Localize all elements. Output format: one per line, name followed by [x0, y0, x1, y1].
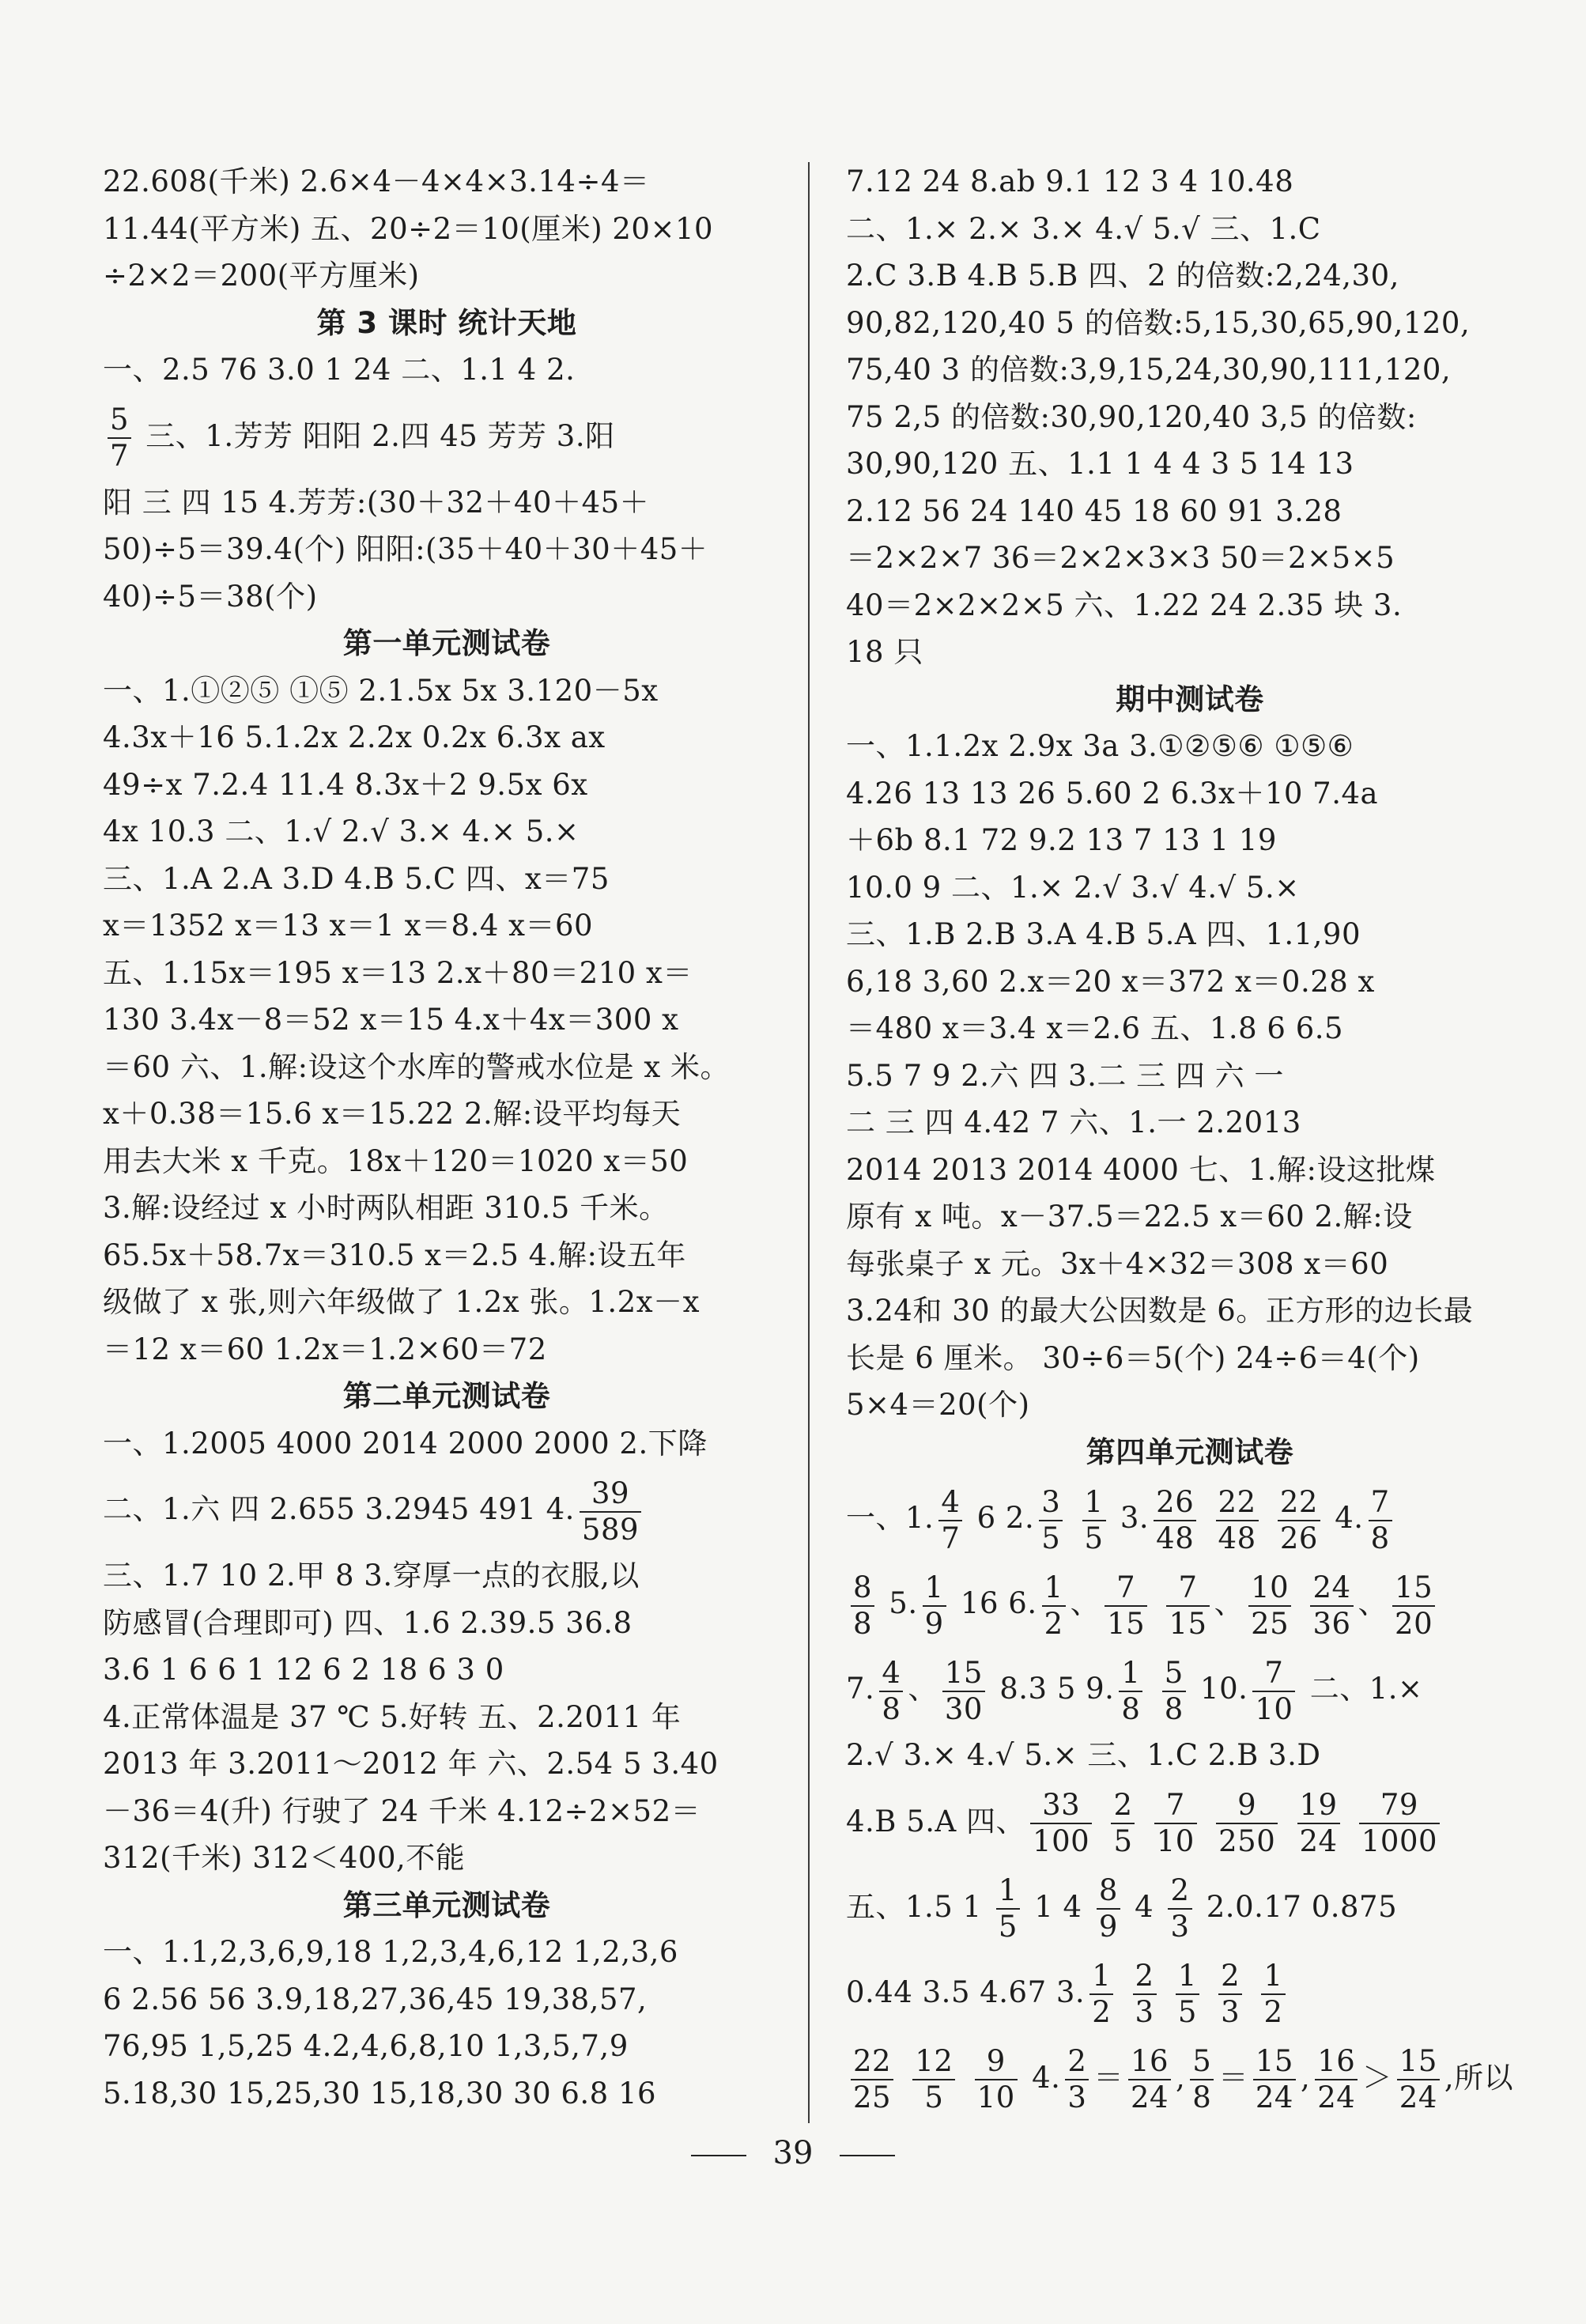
fraction: $\frac{15}{30}$	[942, 1656, 985, 1727]
left-column	[103, 158, 791, 2117]
answer-line: 76,95 1,5,25 4.2,4,6,8,10 1,3,5,7,9	[103, 2029, 629, 2063]
right-column	[846, 158, 1534, 2121]
fraction: $\frac{5}{8}$	[1162, 1656, 1186, 1727]
answer-line: 3.24和 30 的最大公因数是 6。正方形的边长最	[846, 1294, 1474, 1328]
section-heading: 第四单元测试卷	[1086, 1434, 1294, 1469]
answer-line: 原有 x 吨。x－37.5＝22.5 x＝60 2.解:设	[846, 1200, 1413, 1234]
fraction: $\frac{5}{7}$	[108, 402, 131, 474]
answer-line: 2.C 3.B 4.B 5.B 四、2 的倍数:2,24,30,	[846, 259, 1399, 293]
answer-line: 65.5x＋58.7x＝310.5 x＝2.5 4.解:设五年	[103, 1238, 686, 1272]
answer-line: 一、1. $\frac{4}{7}$ 6 2. $\frac{3}{5}$ $\frac{1}{5}$ 3. $\frac{26}{48}$ $\frac{22}{48}$ $\frac{22}{26}$ 4. $\frac{7}{8}$	[846, 1476, 1534, 1561]
answer-line: 二、1.× 2.× 3.× 4.√ 5.√ 三、1.C	[846, 211, 1321, 246]
fraction: $\frac{1}{5}$	[1082, 1485, 1106, 1556]
fraction: $\frac{4}{8}$	[879, 1656, 903, 1727]
answer-line: ÷2×2＝200(平方厘米)	[103, 259, 420, 293]
fraction: $\frac{2}{5}$	[1111, 1788, 1135, 1859]
fraction: $\frac{4}{7}$	[938, 1485, 962, 1556]
section-heading: 第三单元测试卷	[342, 1888, 551, 1922]
fraction: $\frac{7}{15}$	[1166, 1570, 1209, 1642]
answer-line: 防感冒(合理即可) 四、1.6 2.39.5 36.8	[103, 1605, 633, 1640]
answer-line: 2.12 56 24 140 45 18 60 91 3.28	[846, 493, 1342, 528]
answer-line: $\frac{22}{25}$ $\frac{12}{5}$ $\frac{9}{10}$ 4. $\frac{2}{3}$ ＝ $\frac{16}{24}$ , $\frac{5}{8}$ ＝ $\frac{15}{24}$ , $\frac{16}{24}$ ＞ $\frac{15}{24}$ ,所以	[846, 2035, 1534, 2121]
answer-line: 一、2.5 76 3.0 1 24 二、1.1 4 2.	[103, 353, 576, 387]
answer-line: 二、1.六 四 2.655 3.2945 491 4. $\frac{39}{589}$	[103, 1467, 791, 1552]
answer-line: 30,90,120 五、1.1 1 4 4 3 5 14 13	[846, 447, 1354, 481]
answer-line: 2014 2013 2014 4000 七、1.解:设这批煤	[846, 1152, 1436, 1187]
fraction: $\frac{2}{3}$	[1133, 1959, 1157, 2030]
fraction: $\frac{10}{25}$	[1248, 1570, 1291, 1642]
answer-line: 5×4＝20(个)	[846, 1388, 1030, 1422]
fraction: $\frac{1}{2}$	[1042, 1570, 1066, 1642]
fraction: $\frac{19}{24}$	[1297, 1788, 1340, 1859]
answer-line: ＝12 x＝60 1.2x＝1.2×60＝72	[103, 1332, 547, 1366]
answer-line: 每张桌子 x 元。3x＋4×32＝308 x＝60	[846, 1246, 1389, 1281]
answer-line: 50)÷5＝39.4(个) 阳阳:(35＋40＋30＋45＋	[103, 532, 708, 566]
fraction: $\frac{1}{5}$	[1176, 1959, 1199, 2030]
fraction: $\frac{9}{10}$	[975, 2044, 1018, 2115]
page-footer	[0, 2135, 1586, 2171]
answer-line: 11.44(平方米) 五、20÷2＝10(厘米) 20×10	[103, 211, 714, 246]
fraction: $\frac{15}{24}$	[1253, 2044, 1296, 2115]
answer-line: 22.608(千米) 2.6×4－4×4×3.14÷4＝	[103, 164, 650, 198]
fraction: $\frac{22}{25}$	[851, 2044, 893, 2115]
answer-line: 90,82,120,40 5 的倍数:5,15,30,65,90,120,	[846, 305, 1471, 340]
answer-line: 三、1.B 2.B 3.A 4.B 5.A 四、1.1,90	[846, 917, 1361, 951]
answer-line: －36＝4(升) 行驶了 24 千米 4.12÷2×52＝	[103, 1793, 701, 1828]
fraction: $\frac{15}{20}$	[1392, 1570, 1435, 1642]
answer-line: 一、1.1,2,3,6,9,18 1,2,3,4,6,12 1,2,3,6	[103, 1935, 678, 1969]
fraction: $\frac{3}{5}$	[1039, 1485, 1063, 1556]
answer-line: 一、1.①②⑤ ①⑤ 2.1.5x 5x 3.120－5x	[103, 673, 659, 708]
answer-line: 4.正常体温是 37 ℃ 5.好转 五、2.2011 年	[103, 1699, 682, 1734]
footer-dash-right	[840, 2155, 895, 2156]
fraction: $\frac{1}{5}$	[996, 1873, 1020, 1944]
fraction: $\frac{2}{3}$	[1168, 1873, 1191, 1944]
answer-line: 40＝2×2×2×5 六、1.22 24 2.35 块 3.	[846, 588, 1403, 622]
answer-line: 4.26 13 13 26 5.60 2 6.3x＋10 7.4a	[846, 776, 1379, 811]
answer-line: $\frac{8}{8}$ 5. $\frac{1}{9}$ 16 6. $\frac{1}{2}$ 、 $\frac{7}{15}$ $\frac{7}{15}$ 、 $\frac{10}{25}$ $\frac{24}{36}$ 、 $\frac{15}{20}$	[846, 1561, 1534, 1646]
fraction: $\frac{22}{26}$	[1278, 1485, 1320, 1556]
answer-line: 级做了 x 张,则六年级做了 1.2x 张。1.2x－x	[103, 1285, 700, 1319]
answer-line: ＝60 六、1.解:设这个水库的警戒水位是 x 米。	[103, 1049, 730, 1084]
answer-line: 一、1.1.2x 2.9x 3a 3.①②⑤⑥ ①⑤⑥	[846, 729, 1354, 763]
answer-line: 10.0 9 二、1.× 2.√ 3.√ 4.√ 5.×	[846, 870, 1300, 905]
answer-line: 75 2,5 的倍数:30,90,120,40 3,5 的倍数:	[846, 399, 1417, 434]
answer-line: 7.12 24 8.ab 9.1 12 3 4 10.48	[846, 164, 1294, 198]
section-heading: 第一单元测试卷	[342, 626, 551, 660]
fraction: $\frac{7}{10}$	[1154, 1788, 1197, 1859]
fraction: $\frac{22}{48}$	[1216, 1485, 1259, 1556]
fraction: $\frac{16}{24}$	[1128, 2044, 1171, 2115]
answer-line: ＋6b 8.1 72 9.2 13 7 13 1 19	[846, 823, 1277, 857]
answer-line: x＋0.38＝15.6 x＝15.22 2.解:设平均每天	[103, 1097, 682, 1131]
fraction: $\frac{39}{589}$	[580, 1476, 641, 1547]
fraction: $\frac{2}{3}$	[1065, 2044, 1089, 2115]
answer-line: 三、1.7 10 2.甲 8 3.穿厚一点的衣服,以	[103, 1559, 640, 1593]
answer-line: 40)÷5＝38(个)	[103, 579, 318, 614]
answer-line: 0.44 3.5 4.67 3. $\frac{1}{2}$ $\frac{2}{3}$ $\frac{1}{5}$ $\frac{2}{3}$ $\frac{1}{2}$	[846, 1950, 1534, 2035]
answer-line: 5.5 7 9 2.六 四 3.二 三 四 六 一	[846, 1058, 1284, 1093]
footer-dash-left	[691, 2155, 746, 2156]
answer-line: 2013 年 3.2011～2012 年 六、2.54 5 3.40	[103, 1747, 719, 1781]
fraction: $\frac{1}{8}$	[1119, 1656, 1142, 1727]
answer-line: 3.解:设经过 x 小时两队相距 310.5 千米。	[103, 1191, 669, 1225]
fraction: $\frac{33}{100}$	[1030, 1788, 1092, 1859]
answer-line: 一、1.2005 4000 2014 2000 2000 2.下降	[103, 1426, 708, 1461]
answer-line: ＝2×2×7 36＝2×2×3×3 50＝2×5×5	[846, 541, 1395, 575]
answer-line: 4.B 5.A 四、 $\frac{33}{100}$ $\frac{2}{5}$ $\frac{7}{10}$ $\frac{9}{250}$ $\frac{19}{24}$ $\frac{79}{1000}$	[846, 1779, 1534, 1865]
section-heading: 第 3 课时 统计天地	[316, 305, 577, 340]
answer-line: 4.3x＋16 5.1.2x 2.2x 0.2x 6.3x ax	[103, 720, 606, 754]
fraction: $\frac{5}{8}$	[1190, 2044, 1214, 2115]
page-number: 39	[772, 2135, 814, 2171]
fraction: $\frac{12}{5}$	[912, 2044, 955, 2115]
answer-line: 49÷x 7.2.4 11.4 8.3x＋2 9.5x 6x	[103, 767, 588, 802]
fraction: $\frac{9}{250}$	[1216, 1788, 1278, 1859]
answer-line: 二 三 四 4.42 7 六、1.一 2.2013	[846, 1105, 1301, 1139]
answer-line: 312(千米) 312＜400,不能	[103, 1841, 466, 1875]
answer-line: 130 3.4x－8＝52 x＝15 4.x＋4x＝300 x	[103, 1003, 679, 1037]
section-heading: 第二单元测试卷	[342, 1379, 551, 1413]
fraction: $\frac{7}{15}$	[1105, 1570, 1147, 1642]
answer-line: 长是 6 厘米。 30÷6＝5(个) 24÷6＝4(个)	[846, 1340, 1420, 1375]
fraction: $\frac{15}{24}$	[1397, 2044, 1440, 2115]
fraction: $\frac{2}{3}$	[1218, 1959, 1242, 2030]
fraction: $\frac{1}{2}$	[1089, 1959, 1113, 2030]
answer-line: 5.18,30 15,25,30 15,18,30 30 6.8 16	[103, 2076, 657, 2110]
answer-line: 6 2.56 56 3.9,18,27,36,45 19,38,57,	[103, 1982, 648, 2016]
answer-line: 75,40 3 的倍数:3,9,15,24,30,90,111,120,	[846, 353, 1452, 387]
section-heading: 期中测试卷	[1116, 682, 1264, 716]
answer-line: 阳 三 四 15 4.芳芳:(30＋32＋40＋45＋	[103, 485, 650, 520]
fraction: $\frac{7}{10}$	[1252, 1656, 1295, 1727]
fraction: $\frac{24}{36}$	[1310, 1570, 1353, 1642]
answer-line: 18 只	[846, 635, 923, 669]
fraction: $\frac{1}{2}$	[1261, 1959, 1285, 2030]
answer-line: $\frac{5}{7}$ 三、1.芳芳 阳阳 2.四 45 芳芳 3.阳	[103, 394, 791, 479]
fraction: $\frac{16}{24}$	[1315, 2044, 1358, 2115]
fraction: $\frac{8}{9}$	[1097, 1873, 1120, 1944]
answer-line: 3.6 1 6 6 1 12 6 2 18 6 3 0	[103, 1653, 504, 1687]
column-divider	[808, 162, 810, 2123]
answer-line: x＝1352 x＝13 x＝1 x＝8.4 x＝60	[103, 909, 594, 943]
answer-line: ＝480 x＝3.4 x＝2.6 五、1.8 6 6.5	[846, 1011, 1344, 1045]
fraction: $\frac{8}{8}$	[851, 1570, 874, 1642]
fraction: $\frac{7}{8}$	[1369, 1485, 1392, 1556]
fraction: $\frac{79}{1000}$	[1359, 1788, 1440, 1859]
answer-line: 6,18 3,60 2.x＝20 x＝372 x＝0.28 x	[846, 964, 1375, 999]
answer-line: 7. $\frac{4}{8}$ 、 $\frac{15}{30}$ 8.3 5 9. $\frac{1}{8}$ $\frac{5}{8}$ 10. $\frac{7}{10}$ 二、1.×	[846, 1655, 1423, 1726]
answer-line: 4x 10.3 二、1.√ 2.√ 3.× 4.× 5.×	[103, 814, 580, 848]
fraction: $\frac{1}{9}$	[923, 1570, 946, 1642]
answer-line: 2.√ 3.× 4.√ 5.× 三、1.C 2.B 3.D	[846, 1738, 1321, 1772]
fraction: $\frac{26}{48}$	[1154, 1485, 1196, 1556]
answer-line: 五、1.5 1 $\frac{1}{5}$ 1 4 $\frac{8}{9}$ 4 $\frac{2}{3}$ 2.0.17 0.875	[846, 1873, 1398, 1944]
answer-line: 三、1.A 2.A 3.D 4.B 5.C 四、x＝75	[103, 861, 610, 896]
answer-line: 用去大米 x 千克。18x＋120＝1020 x＝50	[103, 1143, 689, 1178]
answer-line: 五、1.15x＝195 x＝13 2.x＋80＝210 x＝	[103, 955, 693, 990]
